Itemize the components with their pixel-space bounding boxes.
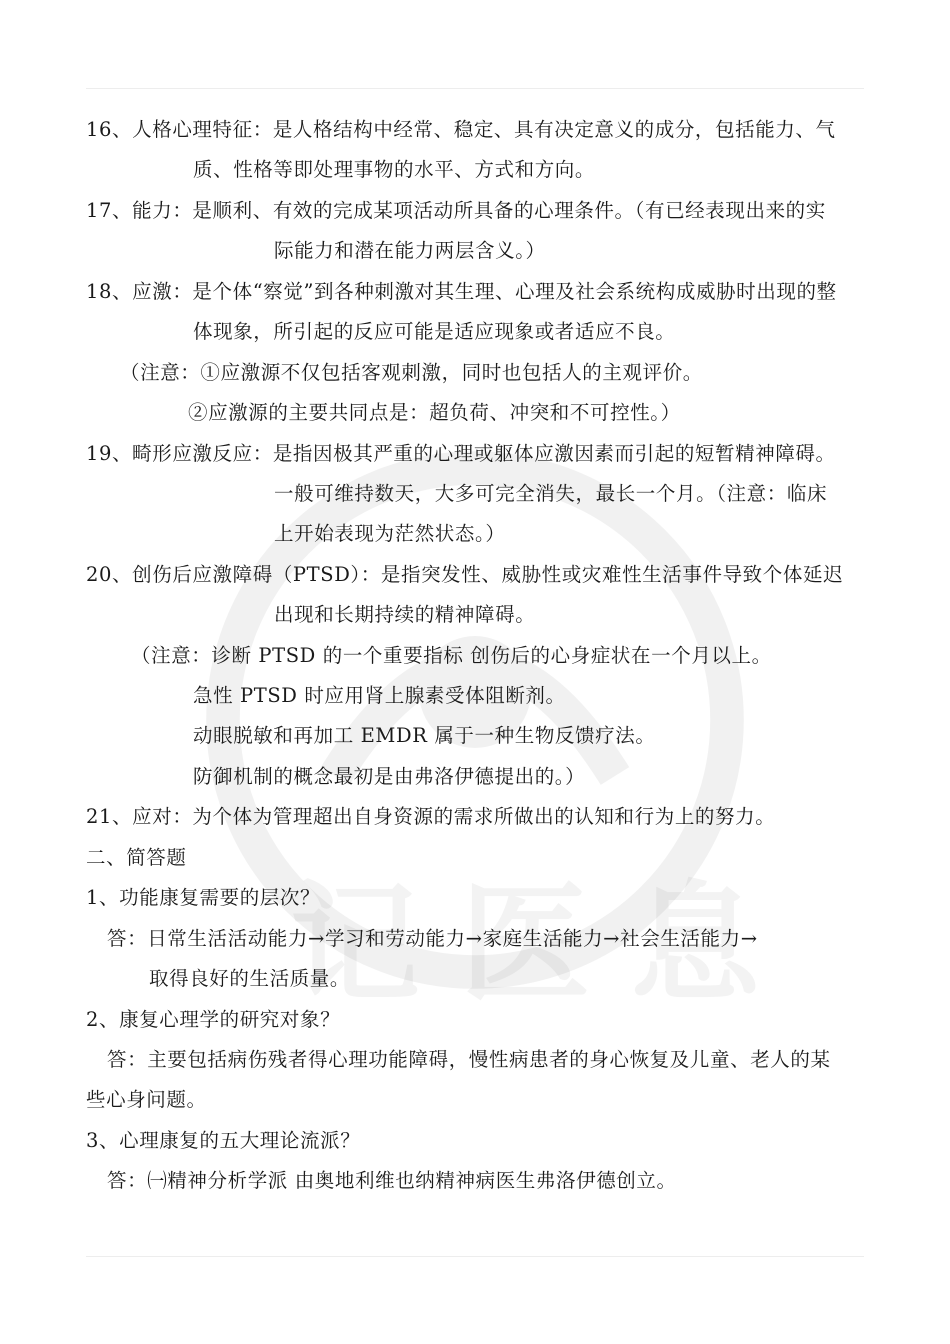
definition-20-note2: 急性 PTSD 时应用肾上腺素受体阻断剂。: [193, 684, 566, 707]
definition-17-line2: 际能力和潜在能力两层含义。）: [274, 239, 546, 262]
answer-2-line2: 些心身问题。: [86, 1088, 207, 1111]
answer-3-line1: 答：㈠精神分析学派 由奥地利维也纳精神病医生弗洛伊德创立。: [107, 1169, 677, 1192]
header-rule: [86, 88, 864, 89]
question-3: 3、心理康复的五大理论流派？: [86, 1129, 361, 1152]
definition-19-line2: 一般可维持数天，大多可完全消失，最长一个月。（注意：临床: [274, 482, 828, 505]
definition-16-line1: 16、人格心理特征：是人格结构中经常、稳定、具有决定意义的成分，包括能力、气: [86, 118, 836, 141]
answer-1-line1: 答：日常生活活动能力→学习和劳动能力→家庭生活能力→社会生活能力→: [107, 927, 758, 950]
section-heading: 二、简答题: [86, 846, 187, 869]
question-2: 2、康复心理学的研究对象？: [86, 1008, 341, 1031]
definition-18-note1: （注意：①应激源不仅包括客观刺激，同时也包括人的主观评价。: [120, 361, 703, 384]
definition-20-note3: 动眼脱敏和再加工 EMDR 属于一种生物反馈疗法。: [193, 724, 656, 747]
answer-1-line2: 取得良好的生活质量。: [149, 967, 351, 990]
definition-16-line2: 质、性格等即处理事物的水平、方式和方向。: [193, 158, 596, 181]
definition-20-line1: 20、创伤后应激障碍（PTSD）：是指突发性、威胁性或灾难性生活事件导致个体延迟: [86, 563, 844, 586]
definition-20-note4: 防御机制的概念最初是由弗洛伊德提出的。）: [193, 765, 586, 788]
definition-21-line1: 21、应对：为个体为管理超出自身资源的需求所做出的认知和行为上的努力。: [86, 805, 776, 828]
definition-17-line1: 17、能力：是顺利、有效的完成某项活动所具备的心理条件。（有已经表现出来的实: [86, 199, 826, 222]
definition-18-line1: 18、应激：是个体“察觉”到各种刺激对其生理、心理及社会系统构成威胁时出现的整: [86, 280, 837, 303]
definition-19-line1: 19、畸形应激反应：是指因极其严重的心理或躯体应激因素而引起的短暂精神障碍。: [86, 442, 836, 465]
definition-19-line3: 上开始表现为茫然状态。）: [274, 522, 506, 545]
definition-18-note2: ②应激源的主要共同点是：超负荷、冲突和不可控性。）: [188, 401, 681, 424]
footer-rule: [86, 1256, 864, 1257]
definition-20-line2: 出现和长期持续的精神障碍。: [274, 603, 536, 626]
definition-20-note1: （注意：诊断 PTSD 的一个重要指标 创伤后的心身症状在一个月以上。: [131, 644, 772, 667]
answer-2-line1: 答：主要包括病伤残者得心理功能障碍，慢性病患者的身心恢复及儿童、老人的某: [107, 1048, 831, 1071]
question-1: 1、功能康复需要的层次？: [86, 886, 321, 909]
definition-18-line2: 体现象，所引起的反应可能是适应现象或者适应不良。: [193, 320, 676, 343]
